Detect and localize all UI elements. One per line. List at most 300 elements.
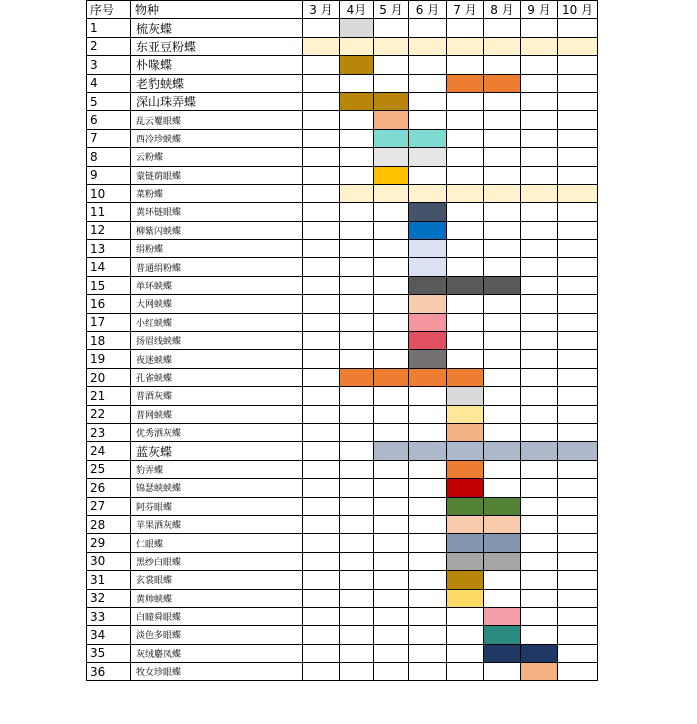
month-10-cell: [558, 368, 598, 386]
species-name: 黑纱白眼蝶: [131, 552, 303, 570]
header-index: 序号: [87, 1, 131, 19]
table-body: [87, 19, 598, 681]
table-row: [87, 111, 598, 129]
month-6-cell: [409, 442, 447, 460]
month-4-cell: [340, 56, 374, 74]
month-3-cell: [303, 368, 340, 386]
month-8-cell: [484, 552, 521, 570]
month-6-cell: [409, 479, 447, 497]
month-4-cell: [340, 111, 374, 129]
table-row: [87, 332, 598, 350]
month-4-cell: [340, 37, 374, 55]
month-10-cell: [558, 644, 598, 662]
month-9-cell: [521, 442, 558, 460]
month-4-cell: [340, 405, 374, 423]
month-7-cell: [447, 313, 484, 331]
month-4-cell: [340, 497, 374, 515]
month-10-cell: [558, 56, 598, 74]
month-8-cell: [484, 571, 521, 589]
month-7-cell: [447, 368, 484, 386]
month-5-cell: [374, 295, 409, 313]
month-10-cell: [558, 148, 598, 166]
month-10-cell: [558, 663, 598, 681]
row-index: 30: [87, 552, 131, 570]
month-6-cell: [409, 184, 447, 202]
month-6-cell: [409, 148, 447, 166]
month-8-cell: [484, 221, 521, 239]
month-6-cell: [409, 571, 447, 589]
month-9-cell: [521, 368, 558, 386]
month-8-cell: [484, 423, 521, 441]
row-index: 4: [87, 74, 131, 92]
row-index: 6: [87, 111, 131, 129]
row-index: 15: [87, 276, 131, 294]
row-index: 21: [87, 387, 131, 405]
month-5-cell: [374, 258, 409, 276]
month-8-cell: [484, 313, 521, 331]
header-month-9: 9 月: [521, 1, 558, 19]
species-name: 柳紫闪蛱蝶: [131, 221, 303, 239]
month-4-cell: [340, 442, 374, 460]
row-index: 24: [87, 442, 131, 460]
row-index: 22: [87, 405, 131, 423]
month-10-cell: [558, 295, 598, 313]
month-4-cell: [340, 74, 374, 92]
month-4-cell: [340, 313, 374, 331]
month-5-cell: [374, 332, 409, 350]
month-6-cell: [409, 423, 447, 441]
month-9-cell: [521, 221, 558, 239]
month-3-cell: [303, 534, 340, 552]
month-7-cell: [447, 111, 484, 129]
table-row: [87, 442, 598, 460]
month-4-cell: [340, 368, 374, 386]
row-index: 8: [87, 148, 131, 166]
month-9-cell: [521, 571, 558, 589]
month-8-cell: [484, 258, 521, 276]
species-name: 普网蛱蝶: [131, 405, 303, 423]
month-10-cell: [558, 92, 598, 110]
month-8-cell: [484, 332, 521, 350]
row-index: 33: [87, 607, 131, 625]
month-10-cell: [558, 166, 598, 184]
month-10-cell: [558, 497, 598, 515]
month-10-cell: [558, 276, 598, 294]
month-3-cell: [303, 92, 340, 110]
month-4-cell: [340, 460, 374, 478]
row-index: 35: [87, 644, 131, 662]
row-index: 31: [87, 571, 131, 589]
row-index: 26: [87, 479, 131, 497]
month-5-cell: [374, 276, 409, 294]
month-6-cell: [409, 497, 447, 515]
table-row: [87, 184, 598, 202]
month-10-cell: [558, 589, 598, 607]
month-6-cell: [409, 276, 447, 294]
month-10-cell: [558, 258, 598, 276]
month-10-cell: [558, 534, 598, 552]
month-4-cell: [340, 221, 374, 239]
month-10-cell: [558, 111, 598, 129]
month-4-cell: [340, 607, 374, 625]
month-8-cell: [484, 203, 521, 221]
month-10-cell: [558, 221, 598, 239]
month-5-cell: [374, 534, 409, 552]
table-row: [87, 350, 598, 368]
month-7-cell: [447, 552, 484, 570]
row-index: 28: [87, 515, 131, 533]
month-4-cell: [340, 19, 374, 37]
month-3-cell: [303, 626, 340, 644]
month-6-cell: [409, 552, 447, 570]
month-10-cell: [558, 37, 598, 55]
month-7-cell: [447, 497, 484, 515]
species-name: 单环蛱蝶: [131, 276, 303, 294]
month-6-cell: [409, 515, 447, 533]
species-name: 菜粉蝶: [131, 184, 303, 202]
month-8-cell: [484, 405, 521, 423]
month-7-cell: [447, 442, 484, 460]
species-name: 蒙链荫眼蝶: [131, 166, 303, 184]
month-3-cell: [303, 184, 340, 202]
month-8-cell: [484, 368, 521, 386]
month-7-cell: [447, 221, 484, 239]
row-index: 16: [87, 295, 131, 313]
row-index: 29: [87, 534, 131, 552]
table-row: [87, 313, 598, 331]
month-9-cell: [521, 387, 558, 405]
header-month-3: 3 月: [303, 1, 340, 19]
month-8-cell: [484, 19, 521, 37]
month-4-cell: [340, 663, 374, 681]
table-row: [87, 92, 598, 110]
month-3-cell: [303, 166, 340, 184]
species-name: 东亚豆粉蝶: [131, 37, 303, 55]
month-10-cell: [558, 479, 598, 497]
species-name: 小红蛱蝶: [131, 313, 303, 331]
month-3-cell: [303, 423, 340, 441]
month-8-cell: [484, 350, 521, 368]
row-index: 17: [87, 313, 131, 331]
month-8-cell: [484, 184, 521, 202]
month-6-cell: [409, 37, 447, 55]
month-10-cell: [558, 571, 598, 589]
month-5-cell: [374, 552, 409, 570]
month-9-cell: [521, 405, 558, 423]
month-7-cell: [447, 405, 484, 423]
species-name: 黄环链眼蝶: [131, 203, 303, 221]
month-10-cell: [558, 350, 598, 368]
month-5-cell: [374, 37, 409, 55]
table-row: [87, 295, 598, 313]
month-3-cell: [303, 387, 340, 405]
month-6-cell: [409, 203, 447, 221]
month-4-cell: [340, 479, 374, 497]
species-name: 黄帅蛱蝶: [131, 589, 303, 607]
month-7-cell: [447, 515, 484, 533]
row-index: 36: [87, 663, 131, 681]
month-5-cell: [374, 515, 409, 533]
month-8-cell: [484, 295, 521, 313]
species-name: 大网蛱蝶: [131, 295, 303, 313]
row-index: 32: [87, 589, 131, 607]
month-9-cell: [521, 56, 558, 74]
table-row: [87, 129, 598, 147]
month-8-cell: [484, 74, 521, 92]
month-5-cell: [374, 74, 409, 92]
species-name: 普酒灰蝶: [131, 387, 303, 405]
table-row: [87, 497, 598, 515]
table-row: [87, 405, 598, 423]
table-row: [87, 258, 598, 276]
month-9-cell: [521, 350, 558, 368]
species-name: 孔雀蛱蝶: [131, 368, 303, 386]
month-5-cell: [374, 56, 409, 74]
month-8-cell: [484, 626, 521, 644]
month-3-cell: [303, 37, 340, 55]
month-6-cell: [409, 387, 447, 405]
row-index: 9: [87, 166, 131, 184]
month-6-cell: [409, 589, 447, 607]
month-10-cell: [558, 240, 598, 258]
species-name: 蓝灰蝶: [131, 442, 303, 460]
month-5-cell: [374, 240, 409, 258]
month-6-cell: [409, 258, 447, 276]
month-6-cell: [409, 368, 447, 386]
month-5-cell: [374, 203, 409, 221]
month-10-cell: [558, 552, 598, 570]
month-7-cell: [447, 203, 484, 221]
month-3-cell: [303, 240, 340, 258]
month-3-cell: [303, 552, 340, 570]
month-8-cell: [484, 129, 521, 147]
species-name: 玄裳眼蝶: [131, 571, 303, 589]
month-5-cell: [374, 571, 409, 589]
month-5-cell: [374, 460, 409, 478]
month-9-cell: [521, 589, 558, 607]
row-index: 25: [87, 460, 131, 478]
month-4-cell: [340, 92, 374, 110]
month-5-cell: [374, 497, 409, 515]
month-3-cell: [303, 295, 340, 313]
row-index: 10: [87, 184, 131, 202]
month-8-cell: [484, 240, 521, 258]
month-6-cell: [409, 129, 447, 147]
species-name: 优秀洒灰蝶: [131, 423, 303, 441]
month-5-cell: [374, 644, 409, 662]
month-10-cell: [558, 184, 598, 202]
month-9-cell: [521, 240, 558, 258]
month-4-cell: [340, 240, 374, 258]
month-4-cell: [340, 350, 374, 368]
month-9-cell: [521, 423, 558, 441]
species-name: 阿芬眼蝶: [131, 497, 303, 515]
month-10-cell: [558, 203, 598, 221]
month-4-cell: [340, 276, 374, 294]
table-row: [87, 534, 598, 552]
header-month-10: 10 月: [558, 1, 598, 19]
month-5-cell: [374, 313, 409, 331]
row-index: 18: [87, 332, 131, 350]
month-7-cell: [447, 350, 484, 368]
table-row: [87, 148, 598, 166]
table-row: [87, 460, 598, 478]
species-name: 牧女珍眼蝶: [131, 663, 303, 681]
month-8-cell: [484, 534, 521, 552]
month-6-cell: [409, 460, 447, 478]
month-3-cell: [303, 589, 340, 607]
header-row: [87, 1, 598, 19]
month-4-cell: [340, 184, 374, 202]
month-8-cell: [484, 166, 521, 184]
month-5-cell: [374, 111, 409, 129]
table-row: [87, 663, 598, 681]
month-9-cell: [521, 644, 558, 662]
month-3-cell: [303, 442, 340, 460]
month-7-cell: [447, 387, 484, 405]
month-7-cell: [447, 626, 484, 644]
row-index: 19: [87, 350, 131, 368]
month-10-cell: [558, 405, 598, 423]
month-6-cell: [409, 644, 447, 662]
month-10-cell: [558, 387, 598, 405]
table-row: [87, 479, 598, 497]
month-7-cell: [447, 166, 484, 184]
month-7-cell: [447, 332, 484, 350]
month-6-cell: [409, 626, 447, 644]
month-3-cell: [303, 203, 340, 221]
month-8-cell: [484, 442, 521, 460]
table-row: [87, 607, 598, 625]
month-6-cell: [409, 295, 447, 313]
month-10-cell: [558, 129, 598, 147]
month-7-cell: [447, 607, 484, 625]
month-8-cell: [484, 515, 521, 533]
month-6-cell: [409, 405, 447, 423]
month-9-cell: [521, 74, 558, 92]
butterfly-phenology-table: [86, 0, 598, 681]
month-4-cell: [340, 571, 374, 589]
table-row: [87, 626, 598, 644]
species-name: 朴喙蝶: [131, 56, 303, 74]
month-7-cell: [447, 19, 484, 37]
month-6-cell: [409, 350, 447, 368]
month-3-cell: [303, 258, 340, 276]
header-species: 物种: [131, 1, 303, 19]
month-4-cell: [340, 332, 374, 350]
row-index: 3: [87, 56, 131, 74]
table-row: [87, 203, 598, 221]
month-9-cell: [521, 663, 558, 681]
month-7-cell: [447, 589, 484, 607]
month-9-cell: [521, 313, 558, 331]
month-5-cell: [374, 479, 409, 497]
month-5-cell: [374, 405, 409, 423]
month-4-cell: [340, 295, 374, 313]
month-9-cell: [521, 515, 558, 533]
month-9-cell: [521, 332, 558, 350]
month-7-cell: [447, 423, 484, 441]
month-9-cell: [521, 92, 558, 110]
month-3-cell: [303, 515, 340, 533]
month-9-cell: [521, 534, 558, 552]
species-name: 扬眉线蛱蝶: [131, 332, 303, 350]
month-5-cell: [374, 184, 409, 202]
month-4-cell: [340, 534, 374, 552]
month-3-cell: [303, 148, 340, 166]
month-8-cell: [484, 607, 521, 625]
month-9-cell: [521, 184, 558, 202]
row-index: 14: [87, 258, 131, 276]
month-9-cell: [521, 129, 558, 147]
species-name: 豹弄蝶: [131, 460, 303, 478]
month-7-cell: [447, 37, 484, 55]
month-7-cell: [447, 56, 484, 74]
species-name: 乱云矍眼蝶: [131, 111, 303, 129]
month-8-cell: [484, 37, 521, 55]
month-8-cell: [484, 276, 521, 294]
month-5-cell: [374, 221, 409, 239]
header-month-7: 7 月: [447, 1, 484, 19]
month-5-cell: [374, 423, 409, 441]
table-row: [87, 221, 598, 239]
row-index: 20: [87, 368, 131, 386]
month-6-cell: [409, 111, 447, 129]
species-name: 老豹蛱蝶: [131, 74, 303, 92]
month-6-cell: [409, 240, 447, 258]
row-index: 27: [87, 497, 131, 515]
month-3-cell: [303, 663, 340, 681]
table-row: [87, 387, 598, 405]
month-4-cell: [340, 515, 374, 533]
month-8-cell: [484, 589, 521, 607]
month-10-cell: [558, 515, 598, 533]
month-6-cell: [409, 56, 447, 74]
month-4-cell: [340, 423, 374, 441]
month-9-cell: [521, 37, 558, 55]
month-3-cell: [303, 19, 340, 37]
month-10-cell: [558, 460, 598, 478]
month-7-cell: [447, 663, 484, 681]
month-5-cell: [374, 368, 409, 386]
month-8-cell: [484, 460, 521, 478]
month-8-cell: [484, 479, 521, 497]
month-8-cell: [484, 663, 521, 681]
month-9-cell: [521, 148, 558, 166]
row-index: 11: [87, 203, 131, 221]
species-name: 淡色多眼蝶: [131, 626, 303, 644]
month-10-cell: [558, 626, 598, 644]
row-index: 2: [87, 37, 131, 55]
header-month-5: 5 月: [374, 1, 409, 19]
month-9-cell: [521, 295, 558, 313]
month-9-cell: [521, 460, 558, 478]
species-name: 深山珠弄蝶: [131, 92, 303, 110]
month-3-cell: [303, 405, 340, 423]
month-3-cell: [303, 497, 340, 515]
month-9-cell: [521, 497, 558, 515]
table-row: [87, 19, 598, 37]
month-9-cell: [521, 626, 558, 644]
month-5-cell: [374, 148, 409, 166]
month-5-cell: [374, 442, 409, 460]
month-3-cell: [303, 332, 340, 350]
month-7-cell: [447, 571, 484, 589]
month-7-cell: [447, 276, 484, 294]
month-3-cell: [303, 111, 340, 129]
table-row: [87, 552, 598, 570]
row-index: 34: [87, 626, 131, 644]
